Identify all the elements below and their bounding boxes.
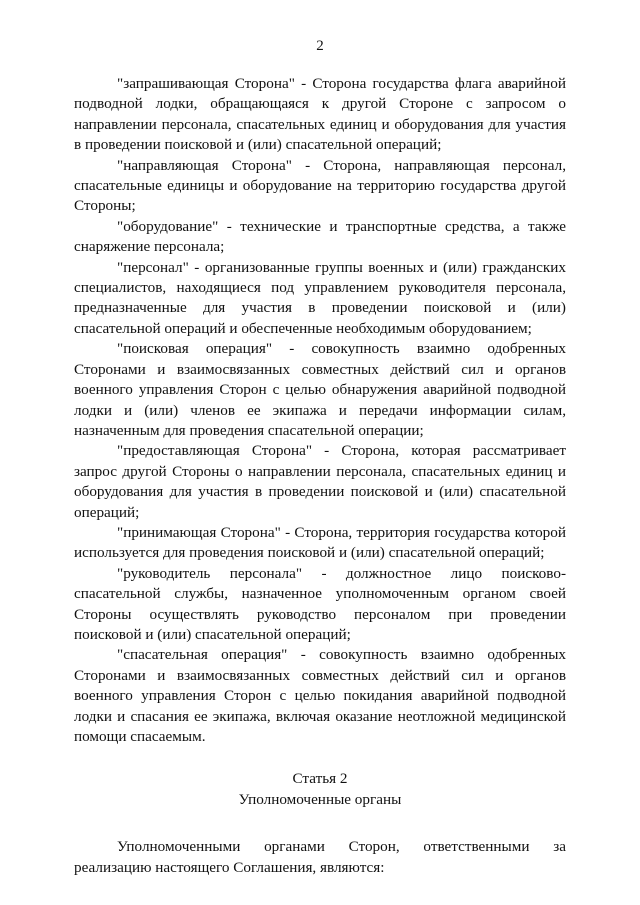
article-body	[74, 837, 566, 878]
definition-personnel: "персонал" - организованные группы военных и (или) гражданских специалистов, находящиеся под управлением руководителя персонала, предназначенные для участия в проведении поисковой и (или) спасательной операций и обеспеченные необходимым оборудованием;	[74, 258, 566, 337]
article-number: Статья 2	[292, 770, 348, 788]
definition-rescue-operation: "спасательная операция" - совокупность взаимно одобренных Сторонами и взаимосвязанных совместных действий сил и органов военного управления Сторон с целью покидания аварийной подводной лодки и спасания ее экипажа, включая оказание неотложной медицинской помощи спасаемым.	[74, 646, 566, 745]
page-number: 2	[316, 38, 324, 54]
definition-providing-party: "предоставляющая Сторона" - Сторона, которая рассматривает запрос другой Стороны о направлении персонала, спасательных единиц и оборудования для участия в проведении поисковой и (или) спасательной операций;	[74, 442, 566, 521]
definition-requesting-party: "запрашивающая Сторона" - Сторона государства флага аварийной подводной лодки, обращающаяся к другой Стороне с запросом о направлении персонала, спасательных единиц и оборудования для участия в проведении поисковой и (или) спасательной операций;	[74, 75, 566, 154]
definition-search-operation: "поисковая операция" - совокупность взаимно одобренных Сторонами и взаимосвязанных совместных действий сил и органов военного управления Сторон с целью обнаружения аварийной подводной лодки и (или) членов ее экипажа и передачи информации силам, назначенным для проведения спасательной операции;	[74, 340, 566, 439]
article-heading	[74, 769, 566, 810]
definition-personnel-leader: "руководитель персонала" - должностное лицо поисково-спасательной службы, назначенное уполномоченным органом своей Стороны осуществлять руководство персоналом при проведении поисковой и (или) спасательной операций;	[74, 564, 566, 643]
definition-sending-party: "направляющая Сторона" - Сторона, направляющая персонал, спасательные единицы и оборудование на территорию государства другой Стороны;	[74, 156, 566, 215]
definitions-list	[74, 74, 566, 747]
definition-receiving-party: "принимающая Сторона" - Сторона, территория государства которой используется для проведения поисковой и (или) спасательной операций;	[74, 523, 566, 562]
article-body-paragraph: Уполномоченными органами Сторон, ответственными за реализацию настоящего Соглашения, являются:	[74, 838, 566, 876]
definition-equipment: "оборудование" - технические и транспортные средства, а также снаряжение персонала;	[74, 217, 566, 256]
article-title: Уполномоченные органы	[238, 790, 402, 808]
